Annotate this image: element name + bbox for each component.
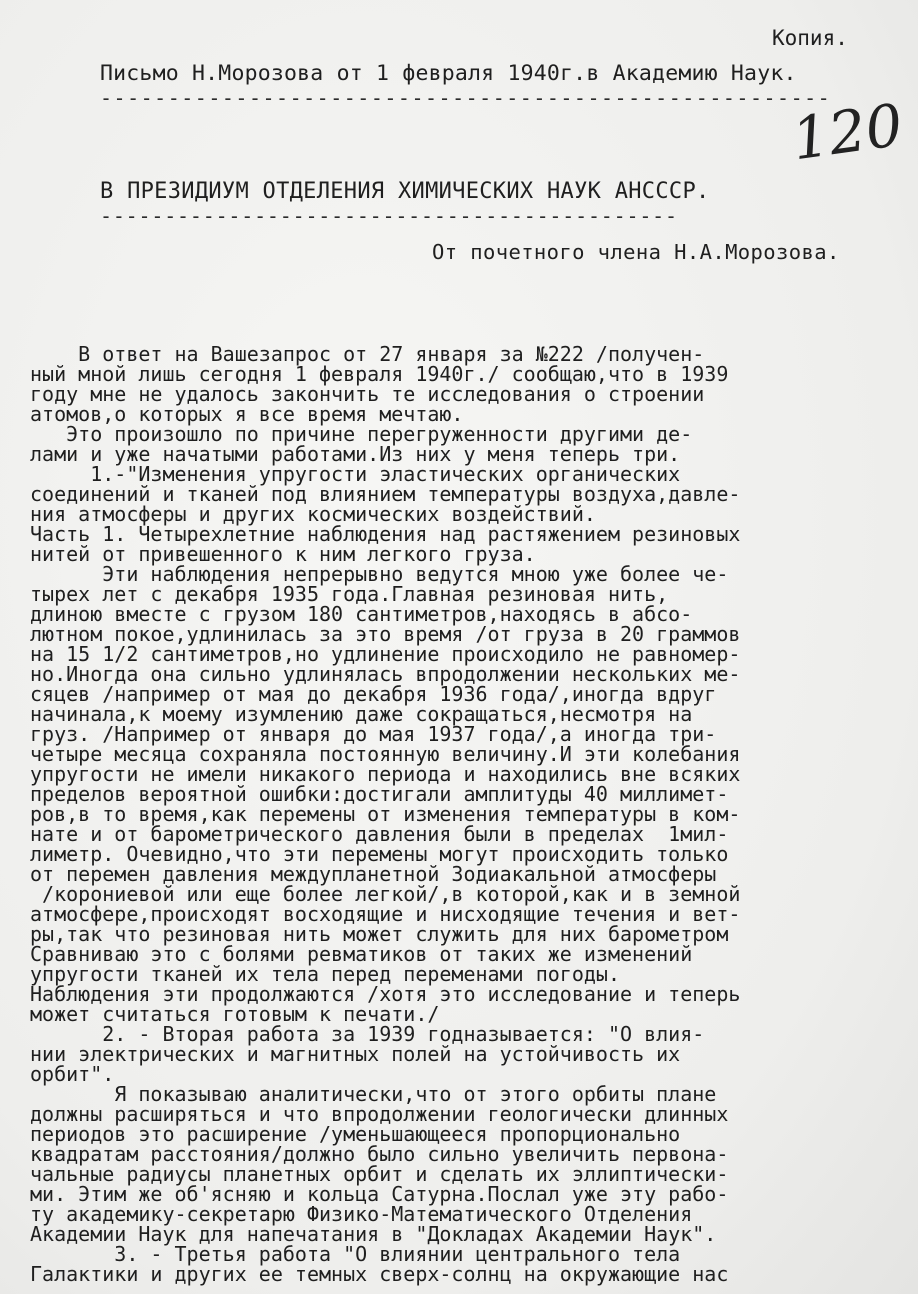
body-line: ния атмосферы и других космических воздействий. xyxy=(30,502,596,526)
body-line: но.Иногда она сильно удлинялась впродолжении нескольких ме- xyxy=(30,662,741,686)
title-underline: ------------------------------------------------------ xyxy=(100,86,832,110)
body-line: должны расширяться и что впродолжении геологически длинных xyxy=(30,1102,729,1126)
body-line: груз. /Например от января до мая 1937 года/,а иногда три- xyxy=(30,722,717,746)
body-line: /корониевой или еще более легкой/,в которой,как и в земной xyxy=(30,882,741,906)
body-line: упругости тканей их тела перед переменами погоды. xyxy=(30,962,621,986)
body-line: пределов вероятной ошибки:достигали амплитуды 40 миллимет- xyxy=(30,782,729,806)
body-line: упругости не имели никакого периода и находились вне всяких xyxy=(30,762,741,786)
body-line: нитей от привешенного к ним легкого груза. xyxy=(30,542,536,566)
body-line: ный мной лишь сегодня 1 февраля 1940г./ сообщаю,что в 1939 xyxy=(30,362,729,386)
body-line: Галактики и других ее темных сверх-солнц на окружающие нас xyxy=(30,1262,729,1286)
letter-title: Письмо Н.Морозова от 1 февраля 1940г.в Академию Наук. xyxy=(100,61,797,86)
addressee-underline: --------------------------------------------- xyxy=(100,204,678,228)
body-line: Академии Наук для напечатания в "Докладах Академии Наук". xyxy=(30,1222,717,1246)
body-line: начинала,к моему изумлению даже сокращаться,несмотря на xyxy=(30,702,693,726)
body-line: ры,так что резиновая нить может служить для них барометром xyxy=(30,922,729,946)
body-line: соединений и тканей под влиянием температуры воздуха,давле- xyxy=(30,482,741,506)
body-line: Наблюдения эти продолжаются /хотя это исследование и теперь xyxy=(30,982,741,1006)
body-line: В ответ на Вашезапрос от 27 января за №222 /получен- xyxy=(30,342,705,366)
body-line: квадратам расстояния/должно было сильно увеличить первона- xyxy=(30,1142,729,1166)
body-line: ту академику-секретарю Физико-Математического Отделения xyxy=(30,1202,693,1226)
body-line: Часть 1. Четырехлетние наблюдения над растяжением резиновых xyxy=(30,522,741,546)
body-line: нате и от барометрического давления были в пределах 1мил- xyxy=(30,822,729,846)
body-line: может считаться готовым к печати./ xyxy=(30,1002,440,1026)
body-line: атмосфере,происходят восходящие и нисходящие течения и вет- xyxy=(30,902,741,926)
body-line: Я показываю аналитически,что от этого орбиты плане xyxy=(30,1082,717,1106)
body-line: Это произошло по причине перегруженности другими де- xyxy=(30,422,693,446)
body-line: 1.-"Изменения упругости эластических органических xyxy=(30,462,681,486)
handwritten-number: 120 xyxy=(787,90,907,174)
body-line: на 15 1/2 сантиметров,но удлинение происходило не равномер- xyxy=(30,642,741,666)
body-line: ров,в то время,как перемены от изменения температуры в ком- xyxy=(30,802,741,826)
body-line: тырех лет с декабря 1935 года.Главная резиновая нить, xyxy=(30,582,669,606)
sender: От почетного члена Н.А.Морозова. xyxy=(432,240,840,264)
body-line: лютном покое,удлинилась за это время /от груза в 20 граммов xyxy=(30,622,741,646)
body-line: лами и уже начатыми работами.Из них у меня теперь три. xyxy=(30,442,681,466)
body-line: периодов это расширение /уменьшающееся пропорционально xyxy=(30,1122,681,1146)
body-line: длиною вместе с грузом 180 сантиметров,находясь в абсо- xyxy=(30,602,693,626)
body-line: чальные радиусы планетных орбит и сделать их эллиптически- xyxy=(30,1162,729,1186)
copy-mark: Копия. xyxy=(772,26,848,50)
body-line: орбит". xyxy=(30,1062,115,1086)
body-line: Эти наблюдения непрерывно ведутся мною уже более че- xyxy=(30,562,729,586)
body-line: нии электрических и магнитных полей на устойчивость их xyxy=(30,1042,681,1066)
body-line: четыре месяца сохраняла постоянную величину.И эти колебания xyxy=(30,742,741,766)
body-line: лиметр. Очевидно,что эти перемены могут происходить только xyxy=(30,842,729,866)
body-line: от перемен давления междупланетной Зодиакальной атмосферы xyxy=(30,862,717,886)
body-line: 2. - Вторая работа за 1939 годназывается: "О влия- xyxy=(30,1022,705,1046)
body-line: году мне не удалось закончить те исследования о строении xyxy=(30,382,705,406)
body-line: Сравниваю это с болями ревматиков от таких же изменений xyxy=(30,942,693,966)
addressee: В ПРЕЗИДИУМ ОТДЕЛЕНИЯ ХИМИЧЕСКИХ НАУК АНСССР. xyxy=(100,179,710,204)
body-line: сяцев /например от мая до декабря 1936 года/,иногда вдруг xyxy=(30,682,717,706)
body-line: 3. - Третья работа "О влиянии центрального тела xyxy=(30,1242,681,1266)
body-line: ми. Этим же об'ясняю и кольца Сатурна.Послал уже эту рабо- xyxy=(30,1182,729,1206)
body-line: атомов,о которых я все время мечтаю. xyxy=(30,402,464,426)
